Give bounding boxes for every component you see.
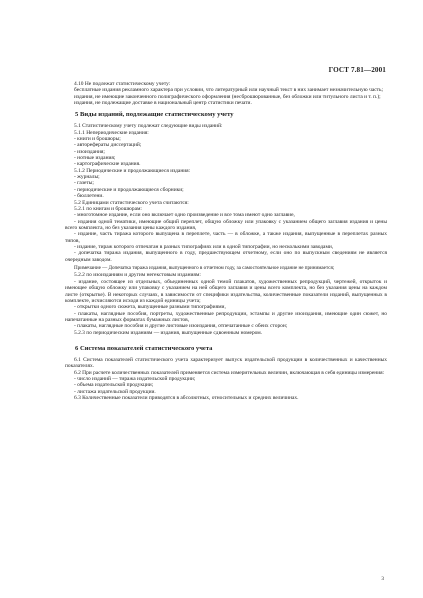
list-item: - бюллетени. (74, 193, 104, 200)
list-item: - плакаты, наглядные пособия и другие листовые изоиздания, отпечатанные с обеих сторон; (74, 323, 288, 330)
list-item: - объема издательской продукции; (74, 382, 154, 389)
section-6-title: 6 Система показателей статистического учета (75, 344, 213, 352)
text-line: издания, не имеющие законченного полиграфического оформления (несброшюрованные, без обложки или титульного листа и т. п.); (74, 93, 381, 100)
list-item: - плакаты, наглядные пособия, портреты, художественные репродукции, эстампы и другие изоиздания, имеющие один сюжет, но напечатанные на разных форматах бумажных листов, (65, 310, 387, 323)
list-item: - издания одной тематики, имеющие общий переплет, общую обложку или упаковку с указанием общего заглавия издания и цены всего комплекта, но без указания цены каждого издания, (65, 218, 387, 231)
text-line: 5.2.2 по изоизданиям и другим негекстовым изданиям: (74, 272, 201, 279)
section-5-title: 5 Виды изданий, подлежащие статистическому учету (75, 111, 234, 119)
text-line: издания, не подлежащие доставке в национальный центр статистики печати. (74, 100, 252, 107)
list-item: - журналы; (74, 174, 100, 181)
standard-header: ГОСТ 7.81—2001 (328, 66, 386, 74)
list-item: - авторефераты диссертаций; (74, 142, 142, 149)
document-body (65, 81, 387, 401)
text-line: 5.2 Единицами статистического учета считаются: (74, 199, 189, 206)
list-item: - газеты; (74, 180, 94, 187)
list-item: - картографические издания. (74, 161, 141, 168)
list-item: - многотомное издание, если оно включает одно произведение и все тома имеют одно заглавие, (74, 212, 295, 219)
list-item: - допечатка тиража издания, выпущенного в году, предшествующем отчетному, если оно по выпускным сведениям не является очередным заводом. (65, 250, 387, 263)
text-line: 6.3 Количественные показатели приводятся в абсолютных, относительных и средних величинах. (74, 394, 299, 401)
page-number: 3 (381, 576, 384, 582)
note: Примечание — Допечатка тиража издания, выпущенного в отчетном году, за самостоятельное издание не принимается; (74, 264, 335, 271)
text-line: 5.1.1 Непериодические издания: (74, 129, 149, 136)
list-item: - нотные издания; (74, 155, 116, 162)
list-item: - издание, часть тиража которого выпущена в переплете, часть — в обложке, а также издания, выпущенные в переплетах разных типов, (65, 231, 387, 244)
list-item: - издание, тираж которого отпечатан в разных типографиях или в одной типографии, но несколькими заводами, (74, 243, 334, 250)
list-item: - периодические и продолжающиеся сборники; (74, 186, 184, 193)
list-item: - изоиздания; (74, 148, 105, 155)
list-item: - книги и брошюры; (74, 136, 121, 143)
list-item: - открытки одного сюжета, выпущенные разными типографиями, (74, 304, 226, 311)
text-line: 5.2.1 по книгам и брошюрам: (74, 205, 142, 212)
clause-4-10: 4.10 Не подлежат статистическому учету: (74, 81, 171, 87)
text-line: бесплатные издания рекламного характера при условии, что литературный или научный текст в них занимает незначительную часть; (74, 87, 384, 94)
text-line: 5.1.2 Периодические и продолжающиеся издания: (74, 167, 191, 174)
text-line: 5.2.3 по периодическим изданиям — издания, выпущенные сдвоенным номером. (74, 329, 263, 336)
list-item: - число изданий — тиража издательской продукции; (74, 375, 196, 382)
text-line: 5.1 Статистическому учету подлежат следующие виды изданий: (74, 123, 223, 130)
text-line: 6.2 При расчете количественных показателей применяется система измерительных величин, включающая в себя единицы измерения: (74, 369, 385, 376)
list-item: - листажа издательской продукции. (74, 388, 156, 395)
text-line: 6.1 Система показателей статистического учета характеризует выпуск издательской продукции в количественных и качественных показателях. (65, 356, 387, 370)
list-item: - издание, состоящее из отдельных, объединенных одной темой плакатов, художественных репродукций, чертежей, открыток и имеющее общую обложку или упаковку с указанием на ней общего заглавия и цены всего комплекта, но без указания цены на каждом листе (открытке). В некоторых случаях, в зависимости от специфики издательства, количественные показатели изданий, выпущенных в комплекте, исчисляются исходя из каждой единицы учета; (65, 278, 387, 304)
